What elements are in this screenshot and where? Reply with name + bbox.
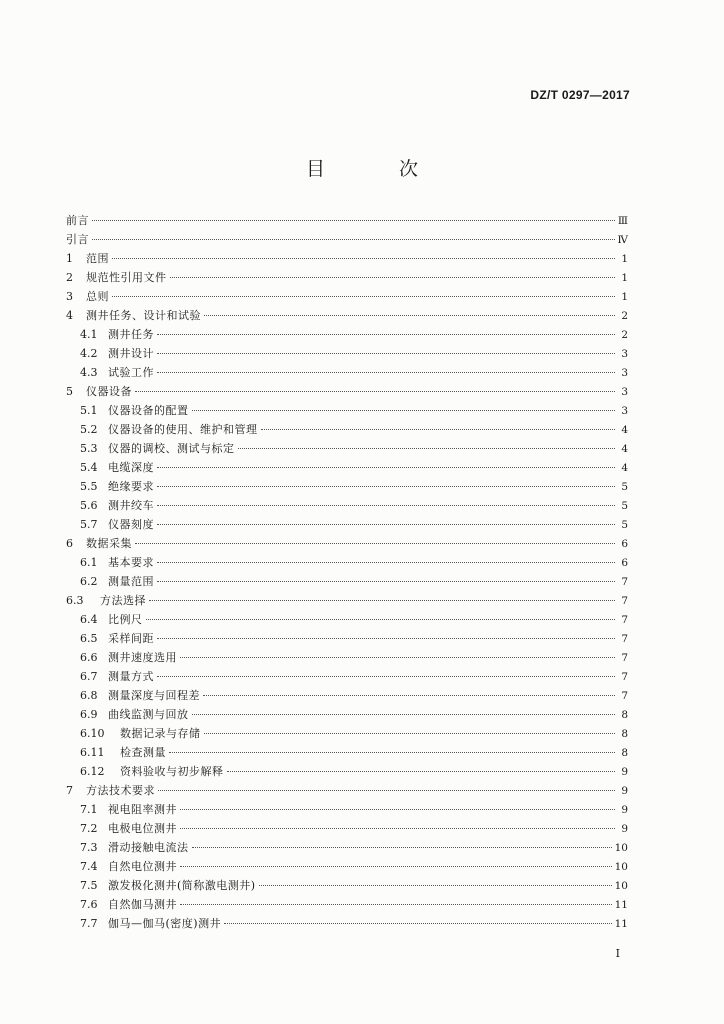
toc-entry-number: 7.3 [80,841,98,854]
toc-entry-title: 检查测量 [120,746,166,759]
dot-leader [180,827,615,829]
toc-entry[interactable] [66,382,628,401]
toc-entry-page: Ⅲ [617,215,628,227]
toc-entry-title: 数据采集 [86,537,132,550]
toc-entry-title: 仪器设备的使用、维护和管理 [108,423,258,436]
toc-entry-title: 比例尺 [108,613,143,626]
dot-leader [157,561,615,563]
toc-entry[interactable] [66,534,628,553]
toc-entry-page: 10 [614,861,628,873]
toc-entry[interactable] [66,876,628,895]
toc-entry-title: 测井任务、设计和试验 [86,309,201,322]
dot-leader [180,656,615,658]
toc-entry[interactable] [66,724,628,743]
toc-entry-number: 6.8 [80,689,98,702]
toc-entry-page: 1 [621,253,628,265]
dot-leader [180,865,612,867]
toc-entry-page: 7 [621,595,628,607]
dot-leader [157,675,615,677]
toc-entry-number: 6.10 [80,727,105,740]
toc-entry-number: 5.5 [80,480,98,493]
toc-entry[interactable] [66,648,628,667]
toc-entry-title: 测井绞车 [108,499,154,512]
toc-entry-title: 绝缘要求 [108,480,154,493]
toc-entry[interactable] [66,610,628,629]
toc-entry[interactable] [66,553,628,572]
toc-entry-number: 5.7 [80,518,98,531]
toc-entry-page: 2 [621,329,628,341]
toc-entry[interactable] [66,705,628,724]
toc-entry-number: 3 [66,290,73,303]
toc-entry-title: 测量范围 [108,575,154,588]
standard-number: DZ/T 0297—2017 [530,88,630,102]
toc-entry-number: 4 [66,309,73,322]
dot-leader [169,751,615,753]
toc-entry[interactable] [66,401,628,420]
toc-entry-page: 9 [621,766,628,778]
toc-entry[interactable] [66,458,628,477]
toc-entry-title: 仪器的调校、测试与标定 [108,442,235,455]
toc-entry-number: 7.5 [80,879,98,892]
toc-entry-title: 视电阻率测井 [108,803,177,816]
toc-entry[interactable] [66,819,628,838]
toc-entry[interactable] [66,743,628,762]
toc-entry-page: 5 [621,500,628,512]
toc-entry[interactable] [66,781,628,800]
toc-entry-number: 7 [66,784,73,797]
toc-entry-title: 测量方式 [108,670,154,683]
toc-entry-number: 6.6 [80,651,98,664]
toc-entry-page: 8 [621,728,628,740]
toc-entry-number: 6.4 [80,613,98,626]
toc-entry-number: 4.2 [80,347,98,360]
toc-entry[interactable] [66,895,628,914]
toc-entry[interactable] [66,344,628,363]
dot-leader [158,789,615,791]
toc-entry-number: 2 [66,271,73,284]
toc-entry-title: 方法选择 [100,594,146,607]
toc-entry[interactable] [66,439,628,458]
dot-leader [157,580,615,582]
toc-entry-page: 1 [621,272,628,284]
toc-entry[interactable] [66,800,628,819]
toc-entry-number: 7.1 [80,803,98,816]
toc-entry-number: 7.4 [80,860,98,873]
dot-leader [203,694,615,696]
dot-leader [204,314,615,316]
toc-entry-title: 规范性引用文件 [86,271,167,284]
toc-entry[interactable] [66,230,628,249]
dot-leader [112,295,615,297]
toc-entry-number: 1 [66,252,73,265]
toc-entry[interactable] [66,629,628,648]
toc-entry-title: 资料验收与初步解释 [120,765,224,778]
dot-leader [149,599,615,601]
toc-entry-page: 6 [621,557,628,569]
toc-entry-number: 5 [66,385,73,398]
dot-leader [224,922,612,924]
toc-entry-number: 7.2 [80,822,98,835]
toc-entry-title: 仪器设备 [86,385,132,398]
toc-entry[interactable] [66,762,628,781]
toc-entry-title: 电缆深度 [108,461,154,474]
toc-entry-page: 2 [621,310,628,322]
toc-entry[interactable] [66,268,628,287]
toc-entry-number: 5.3 [80,442,98,455]
toc-entry[interactable] [66,686,628,705]
dot-leader [157,352,615,354]
dot-leader [261,428,616,430]
toc-entry[interactable] [66,914,628,933]
toc-entry-number: 5.1 [80,404,98,417]
toc-entry-page: 10 [614,842,628,854]
toc-entry-number: 5.2 [80,423,98,436]
toc-entry[interactable] [66,838,628,857]
toc-entry-title: 试验工作 [108,366,154,379]
toc-entry-page: 8 [621,747,628,759]
toc-entry-page: 6 [621,538,628,550]
toc-entry-number: 6.5 [80,632,98,645]
dot-leader [227,770,616,772]
toc-entry[interactable] [66,420,628,439]
toc-entry-number: 4.1 [80,328,98,341]
toc-entry-title: 基本要求 [108,556,154,569]
toc-entry[interactable] [66,496,628,515]
toc-entry-title: 滑动接触电流法 [108,841,189,854]
toc-entry[interactable] [66,515,628,534]
toc-entry-page: 7 [621,576,628,588]
toc-entry-title: 范围 [86,252,109,265]
toc-entry-title: 曲线监测与回放 [108,708,189,721]
toc-entry[interactable] [66,477,628,496]
dot-leader [170,276,616,278]
toc-entry-page: 11 [614,918,628,930]
toc-entry-number: 6.7 [80,670,98,683]
dot-leader [238,447,616,449]
toc-entry-page: 7 [621,690,628,702]
table-of-contents [66,211,628,933]
toc-entry-number: 7.6 [80,898,98,911]
dot-leader [259,884,612,886]
dot-leader [92,219,615,221]
toc-entry[interactable] [66,857,628,876]
toc-entry-number: 7.7 [80,917,98,930]
page-folio: Ⅰ [615,947,620,960]
toc-entry-title: 数据记录与存储 [120,727,201,740]
toc-entry-number: 6.9 [80,708,98,721]
toc-entry[interactable] [66,306,628,325]
toc-entry-title: 总则 [86,290,109,303]
toc-entry-title: 仪器刻度 [108,518,154,531]
toc-entry-number: 6.3 [66,594,84,607]
toc-entry[interactable] [66,249,628,268]
toc-entry[interactable] [66,591,628,610]
dot-leader [135,390,615,392]
toc-entry-page: 7 [621,671,628,683]
dot-leader [157,504,615,506]
dot-leader [157,466,615,468]
toc-entry-page: 7 [621,614,628,626]
dot-leader [146,618,616,620]
toc-entry-number: 5.4 [80,461,98,474]
toc-entry-page: Ⅳ [617,234,628,246]
toc-entry-page: 3 [621,405,628,417]
toc-entry[interactable] [66,667,628,686]
dot-leader [157,523,615,525]
toc-entry-title: 测量深度与回程差 [108,689,200,702]
toc-entry-page: 1 [621,291,628,303]
toc-entry-page: 4 [621,443,628,455]
toc-entry-page: 9 [621,785,628,797]
toc-entry-page: 11 [614,899,628,911]
toc-entry-page: 7 [621,652,628,664]
toc-entry-page: 10 [614,880,628,892]
toc-entry-number: 6.11 [80,746,105,759]
toc-entry-number: 4.3 [80,366,98,379]
toc-entry-title: 伽马—伽马(密度)测井 [108,917,222,930]
dot-leader [157,371,615,373]
toc-entry-page: 3 [621,386,628,398]
dot-leader [192,846,612,848]
toc-entry-title: 自然伽马测井 [108,898,177,911]
toc-entry[interactable] [66,287,628,306]
toc-entry-page: 5 [621,481,628,493]
toc-entry-page: 3 [621,348,628,360]
toc-entry-title: 测井任务 [108,328,154,341]
toc-entry-page: 8 [621,709,628,721]
toc-entry-title: 仪器设备的配置 [108,404,189,417]
toc-entry-page: 9 [621,804,628,816]
toc-entry-title: 引言 [66,233,89,246]
toc-entry-number: 5.6 [80,499,98,512]
dot-leader [157,637,615,639]
toc-entry-title: 方法技术要求 [86,784,155,797]
dot-leader [157,333,615,335]
toc-entry-title: 电极电位测井 [108,822,177,835]
toc-entry[interactable] [66,363,628,382]
toc-entry-page: 4 [621,424,628,436]
toc-entry-page: 3 [621,367,628,379]
dot-leader [112,257,615,259]
toc-entry-number: 6 [66,537,73,550]
dot-leader [204,732,616,734]
dot-leader [180,808,615,810]
dot-leader [135,542,615,544]
toc-entry[interactable] [66,572,628,591]
toc-entry-page: 4 [621,462,628,474]
toc-entry-number: 6.12 [80,765,105,778]
dot-leader [192,713,616,715]
page-title: 目 次 [305,158,453,180]
toc-entry[interactable] [66,325,628,344]
toc-entry-page: 7 [621,633,628,645]
toc-entry-title: 测井速度选用 [108,651,177,664]
toc-entry-title: 测井设计 [108,347,154,360]
toc-entry-title: 前言 [66,214,89,227]
toc-entry-page: 9 [621,823,628,835]
toc-entry-page: 5 [621,519,628,531]
toc-entry-title: 自然电位测井 [108,860,177,873]
dot-leader [92,238,615,240]
toc-entry[interactable] [66,211,628,230]
toc-entry-number: 6.2 [80,575,98,588]
toc-entry-number: 6.1 [80,556,98,569]
dot-leader [192,409,616,411]
dot-leader [157,485,615,487]
toc-entry-title: 采样间距 [108,632,154,645]
toc-entry-title: 激发极化测井(简称激电测井) [108,879,256,892]
dot-leader [180,903,612,905]
